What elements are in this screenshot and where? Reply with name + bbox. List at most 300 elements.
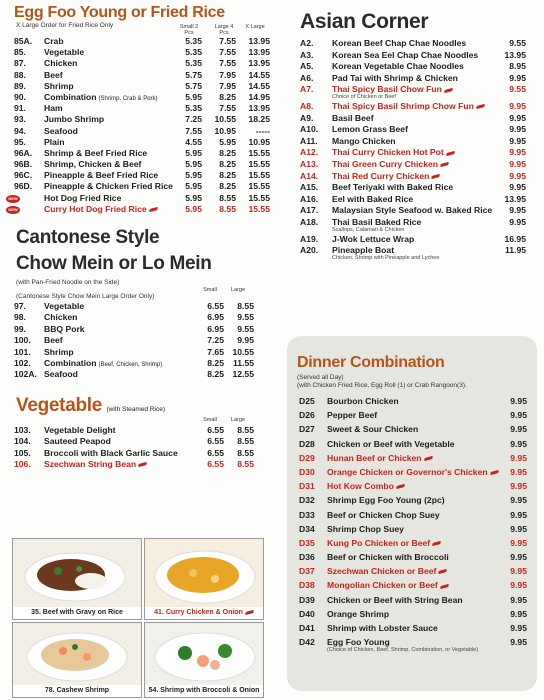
hot-pepper-icon [444,87,453,92]
item-name-text: Shrimp Chop Suey [327,523,404,534]
item-number: 103. [14,424,31,435]
photo-caption-text: 41. Curry Chicken & Onion [154,609,243,616]
item-name [327,564,447,578]
menu-row [287,635,537,649]
item-name [332,136,396,148]
item-name-text: Thai Red Curry Chicken [332,170,430,181]
item-subtitle: Choice of Chicken or Beef [332,93,396,100]
egg-foo-title: Egg Foo Young or Fried Rice [14,4,225,21]
price: 9.95 [509,135,526,146]
item-name [44,448,178,459]
item-name [332,61,464,73]
photo-caption: 35. Beef with Gravy on Rice [13,607,141,619]
price: 16.95 [504,233,526,244]
item-name [332,50,478,62]
price-small: 5.95 [185,147,202,158]
dinner-combination-panel [287,336,537,691]
photo-curry-chicken [144,538,264,620]
price-large: 7.95 [219,69,236,80]
item-detail: (Beef, Chicken, Shrimp) [98,361,163,368]
item-detail: (Shrimp, Crab & Pork) [98,95,158,102]
item-number: 91. [14,103,26,114]
menu-row [8,70,270,81]
item-number: 93. [14,114,26,125]
egg-foo-list [8,36,270,215]
price: 13.95 [504,193,526,204]
item-name-text: Shrimp Egg Foo Young (2pc) [327,495,445,506]
price-small: 5.95 [185,170,202,181]
item-name-text: Combination [44,357,97,368]
item-name [44,170,158,181]
item-name-text: Shrimp [44,346,74,357]
item-number: D41 [299,623,315,633]
item-name [44,425,116,436]
price-xlarge: 14.55 [248,69,270,80]
price-xlarge: 13.95 [248,103,270,114]
item-name-text: Basil Beef [332,112,374,123]
item-number: A11. [300,135,318,146]
menu-row [287,493,537,507]
item-name-text: Egg Foo Young [327,637,390,648]
item-name-text: Pad Tai with Shrimp & Chicken [332,72,458,83]
item-name-text: J-Wok Lettuce Wrap [332,233,415,244]
col-large: Large [230,416,246,423]
menu-row [287,550,537,564]
menu-row [287,593,537,607]
price-small: 8.25 [207,369,224,380]
item-name-text: Thai Spicy Basil Chow Fun [332,84,442,95]
item-name-text: Szechwan String Bean [44,458,137,469]
item-name [327,607,389,621]
price-small: 6.95 [207,312,224,323]
price-xlarge: 15.55 [248,192,270,203]
item-name [327,493,445,507]
item-name [332,182,453,194]
price-large: 8.25 [219,170,236,181]
item-number: D42 [299,637,315,648]
price: 9.95 [509,170,526,181]
cantonese-header [8,287,270,295]
price: 9.95 [510,608,527,619]
item-name [327,550,449,564]
menu-row [8,81,270,92]
col-large: Large [230,287,246,293]
item-name-text: Szechwan Chicken or Beef [327,566,437,577]
item-number: D37 [299,566,315,577]
price-large: 8.25 [219,159,236,170]
price-xlarge: 15.55 [248,181,270,192]
item-name-text: Malaysian Style Seafood w. Baked Rice [332,205,493,216]
item-name-text: Chicken or Beef with Vegetable [327,438,455,449]
item-name [332,234,414,246]
item-name [327,536,441,550]
price: 9.95 [509,205,526,216]
price-large: 8.55 [237,436,254,447]
item-number: D29 [299,452,315,463]
price: 9.55 [509,38,526,48]
item-name-text: Mongolian Chicken or Beef [327,580,438,591]
menu-row [287,578,537,592]
price: 9.95 [510,410,527,421]
item-name [44,81,74,92]
item-number: 95. [14,136,26,147]
asian-corner-list [292,38,536,262]
price: 9.95 [509,112,526,123]
item-name-text: Pineapple & Chicken Fried Rice [44,181,173,192]
price: 9.95 [510,481,527,492]
item-name [327,451,433,465]
item-name [44,369,78,380]
item-name-text: BBQ Pork [44,323,85,334]
price-small: 6.55 [207,458,224,469]
item-number: 97. [14,301,26,311]
price-large: 7.95 [219,80,236,91]
menu-row [8,159,270,170]
item-number: A7. [300,84,314,95]
menu-row [292,205,536,217]
item-name [332,113,374,125]
price-small: 5.75 [185,80,202,91]
price: 9.95 [509,72,526,83]
item-name [327,465,499,479]
item-name-text: Vegetable [44,301,85,311]
vegetable-note: (with Steamed Rice) [106,405,165,413]
item-name [327,394,399,408]
item-name [44,347,74,358]
item-name-text: Beef or Chicken Chop Suey [327,509,440,520]
menu-row [292,136,536,148]
item-subtitle: Scallops, Calamari & Chicken [332,226,405,233]
menu-row [287,564,537,578]
item-name [327,621,438,635]
item-number: D31 [299,481,315,492]
item-name [44,335,63,346]
hot-pepper-icon [438,569,447,574]
menu-row [8,436,270,447]
price-large: 8.55 [237,447,254,458]
item-name-text: Thai Green Curry Chicken [332,158,439,169]
photo-caption: 54. Shrimp with Broccoli & Onion [145,685,263,697]
item-number: A2. [300,38,314,48]
item-name-text: Shrimp, Chicken & Beef [44,159,142,170]
item-name-text: Hot Kow Combo [327,481,394,492]
menu-row [292,50,536,62]
price-xlarge: 14.55 [248,80,270,91]
price-large: 9.55 [237,312,254,323]
price: 11.95 [504,245,526,256]
item-name [44,126,78,137]
item-name-text: Korean Vegetable Chae Noodles [332,61,464,72]
item-number: 96B. [14,159,33,170]
new-badge: NEW [6,195,20,203]
item-number: A9. [300,112,314,123]
item-name [332,101,485,113]
item-number: D32 [299,495,315,506]
menu-row [292,101,536,113]
price-small: 6.55 [207,301,224,311]
menu-row [8,148,270,159]
item-number: 96C. [14,170,33,181]
item-name-text: Ham [44,103,63,114]
price: 9.95 [510,452,527,463]
item-name [332,245,394,257]
photo-shrimp-broccoli [144,622,264,698]
item-number: D25 [299,396,315,406]
price-small: 5.35 [185,103,202,114]
item-name [44,148,147,159]
menu-row [8,347,270,358]
item-number: A3. [300,49,314,60]
menu-row [287,422,537,436]
price: 9.95 [510,580,527,591]
menu-row [292,245,536,257]
item-name-text: Orange Shrimp [327,608,390,619]
price-small: 7.25 [207,335,224,346]
menu-row [287,508,537,522]
item-name [327,508,440,522]
menu-row [292,171,536,183]
item-number: D30 [299,466,315,477]
price-xlarge: 10.95 [248,136,270,147]
item-name-text: Seafood [44,125,78,136]
price-small: 5.95 [185,91,202,102]
menu-row [8,193,270,204]
price-xlarge: 13.95 [248,47,270,58]
item-name-text: Sauteed Peapod [44,436,111,447]
price-large: 5.95 [219,136,236,147]
item-name [327,578,449,592]
menu-row [8,448,270,459]
price-large: 12.55 [232,369,254,380]
item-number: A19. [300,233,319,244]
menu-row [287,451,537,465]
item-name-text: Pineapple Boat [332,245,395,256]
col-xlarge: X Large [245,24,265,30]
menu-row [292,182,536,194]
item-number: 85. [14,47,26,58]
price-large: 8.55 [237,301,254,311]
price: 9.95 [510,509,527,520]
item-name-text: Shrimp [44,80,74,91]
item-name-text: Pineapple & Beef Fried Rice [44,170,159,181]
item-name-text: Shrimp & Beef Fried Rice [44,147,148,158]
item-name [44,159,141,170]
price-large: 7.55 [219,58,236,69]
price-xlarge: 15.55 [248,159,270,170]
item-name-text: Beef [44,335,63,346]
price-small: 7.55 [185,125,202,136]
item-name-text: Crab [44,36,64,46]
item-number: D33 [299,509,315,520]
item-name [44,459,147,470]
menu-row [287,408,537,422]
item-number: 88. [14,69,26,80]
cantonese-title-2: Chow Mein or Lo Mein [16,253,212,274]
price: 8.95 [509,61,526,72]
item-number: D26 [299,410,315,421]
col-large: Large 4 Pcs [214,24,234,36]
price: 9.95 [509,147,526,158]
menu-row [292,217,536,229]
hot-pepper-icon [423,456,432,461]
price-large: 9.95 [237,335,254,346]
item-name [327,437,455,451]
price-large: 8.55 [237,458,254,469]
asian-corner-title: Asian Corner [300,10,429,33]
price-large: 8.25 [219,181,236,192]
egg-foo-header [8,24,270,36]
price: 9.95 [510,623,527,633]
menu-row [292,73,536,85]
menu-row [8,126,270,137]
item-number: A13. [300,158,319,169]
price: 9.95 [510,637,527,648]
photo-caption [145,607,263,619]
vegetable-list [8,425,270,471]
price-xlarge: 18.25 [248,114,270,125]
cantonese-title-1: Cantonese Style [16,227,160,248]
item-number: 98. [14,312,26,323]
item-name [332,217,421,229]
price: 9.95 [510,438,527,449]
item-name-text: Shrimp with Lobster Sauce [327,623,438,633]
vegetable-header [8,417,270,425]
menu-row [8,425,270,436]
item-name [332,147,455,159]
menu-row [8,204,270,215]
item-number: D40 [299,608,315,619]
col-small: Small 2 Pcs [179,24,199,36]
hot-pepper-icon [440,162,449,167]
photo-beef-gravy [12,538,142,620]
item-name-text: Thai Basil Baked Rice [332,216,422,227]
hot-pepper-icon [476,104,485,109]
item-number: 90. [14,91,26,102]
item-name-text: Combination [44,91,97,102]
item-name-text: Hunan Beef or Chicken [327,452,422,463]
item-name-text: Curry Hot Dog Fried Rice [44,203,147,214]
price-xlarge: 15.55 [248,170,270,181]
menu-row [8,36,270,47]
item-name-text: Thai Spicy Basil Shrimp Chow Fun [332,100,474,111]
item-name [44,114,104,125]
menu-row [8,114,270,125]
price-small: 5.35 [185,58,202,69]
hot-pepper-icon [432,541,441,546]
item-name-text: Bourbon Chicken [327,396,399,406]
price: 9.95 [510,594,527,605]
item-number: A10. [300,124,319,135]
price-xlarge: 13.95 [248,58,270,69]
item-name [332,205,492,217]
item-name-text: Korean Beef Chap Chae Noodles [332,38,467,48]
cantonese-note-2: (Cantonese Style Chow Mein Large Order Only) [16,293,155,300]
item-number: A12. [300,147,319,158]
item-name [327,635,390,649]
price-xlarge: 15.55 [248,147,270,158]
item-number: A15. [300,182,319,193]
price-small: 7.25 [185,114,202,125]
col-small: Small [203,416,217,423]
new-badge: NEW [6,206,20,214]
vegetable-heading [16,395,270,417]
item-name-text: Orange Chicken or Governor's Chicken [327,466,488,477]
menu-row [292,61,536,73]
price-large: 7.55 [219,47,236,58]
menu-row [287,479,537,493]
item-number: 101. [14,346,31,357]
item-name [44,70,63,81]
item-name-text: Chicken [44,58,78,69]
col-small: Small [203,287,217,293]
item-number: 96D. [14,181,33,192]
item-name [332,171,440,183]
item-number: A8. [300,100,314,111]
item-name-text: Korean Sea Eel Chap Chae Noodles [332,49,479,60]
price: 9.95 [510,523,527,534]
price-small: 5.95 [185,181,202,192]
item-name-text: Kung Po Chicken or Beef [327,537,431,548]
price: 9.95 [510,396,527,406]
item-name-text: Hot Dog Fried Rice [44,192,122,203]
price: 9.95 [509,100,526,111]
dinner-note-1: (Served all Day) [297,374,344,381]
menu-row [8,312,270,323]
item-name-text: Vegetable Delight [44,424,116,435]
menu-row [8,369,270,380]
item-number: 89. [14,80,26,91]
hot-pepper-icon [445,150,454,155]
menu-row [8,58,270,69]
price-large: 8.55 [237,424,254,435]
menu-row [287,607,537,621]
item-name [44,137,65,148]
item-number: 96A. [14,147,33,158]
item-name [44,47,84,58]
price-large: 10.55 [214,114,236,125]
item-name [44,181,173,192]
hot-pepper-icon [245,610,254,615]
item-name [327,408,377,422]
price-large: 11.55 [232,357,254,368]
item-number: 102. [14,357,31,368]
item-name [44,193,121,204]
item-name [332,194,413,206]
price-large: 8.25 [219,147,236,158]
item-name-text: Vegetable [44,47,85,58]
item-name [332,38,466,50]
item-name-text: Seafood [44,369,78,380]
item-name-text: Pepper Beef [327,410,378,421]
hot-pepper-icon [148,207,157,212]
price-large: 7.55 [219,103,236,114]
price-small: 5.95 [185,203,202,214]
item-number: 99. [14,323,26,334]
item-name [327,522,404,536]
menu-row [8,137,270,148]
item-name-text: Chicken [44,312,78,323]
price-xlarge: 13.95 [248,36,270,46]
price: 9.55 [509,84,526,95]
left-column [8,0,270,470]
item-name-text: Mango Chicken [332,135,396,146]
menu-row [8,170,270,181]
price-large: 9.55 [237,323,254,334]
price: 9.95 [510,566,527,577]
item-number: 105. [14,447,31,458]
item-name [44,36,64,47]
menu-row [287,522,537,536]
